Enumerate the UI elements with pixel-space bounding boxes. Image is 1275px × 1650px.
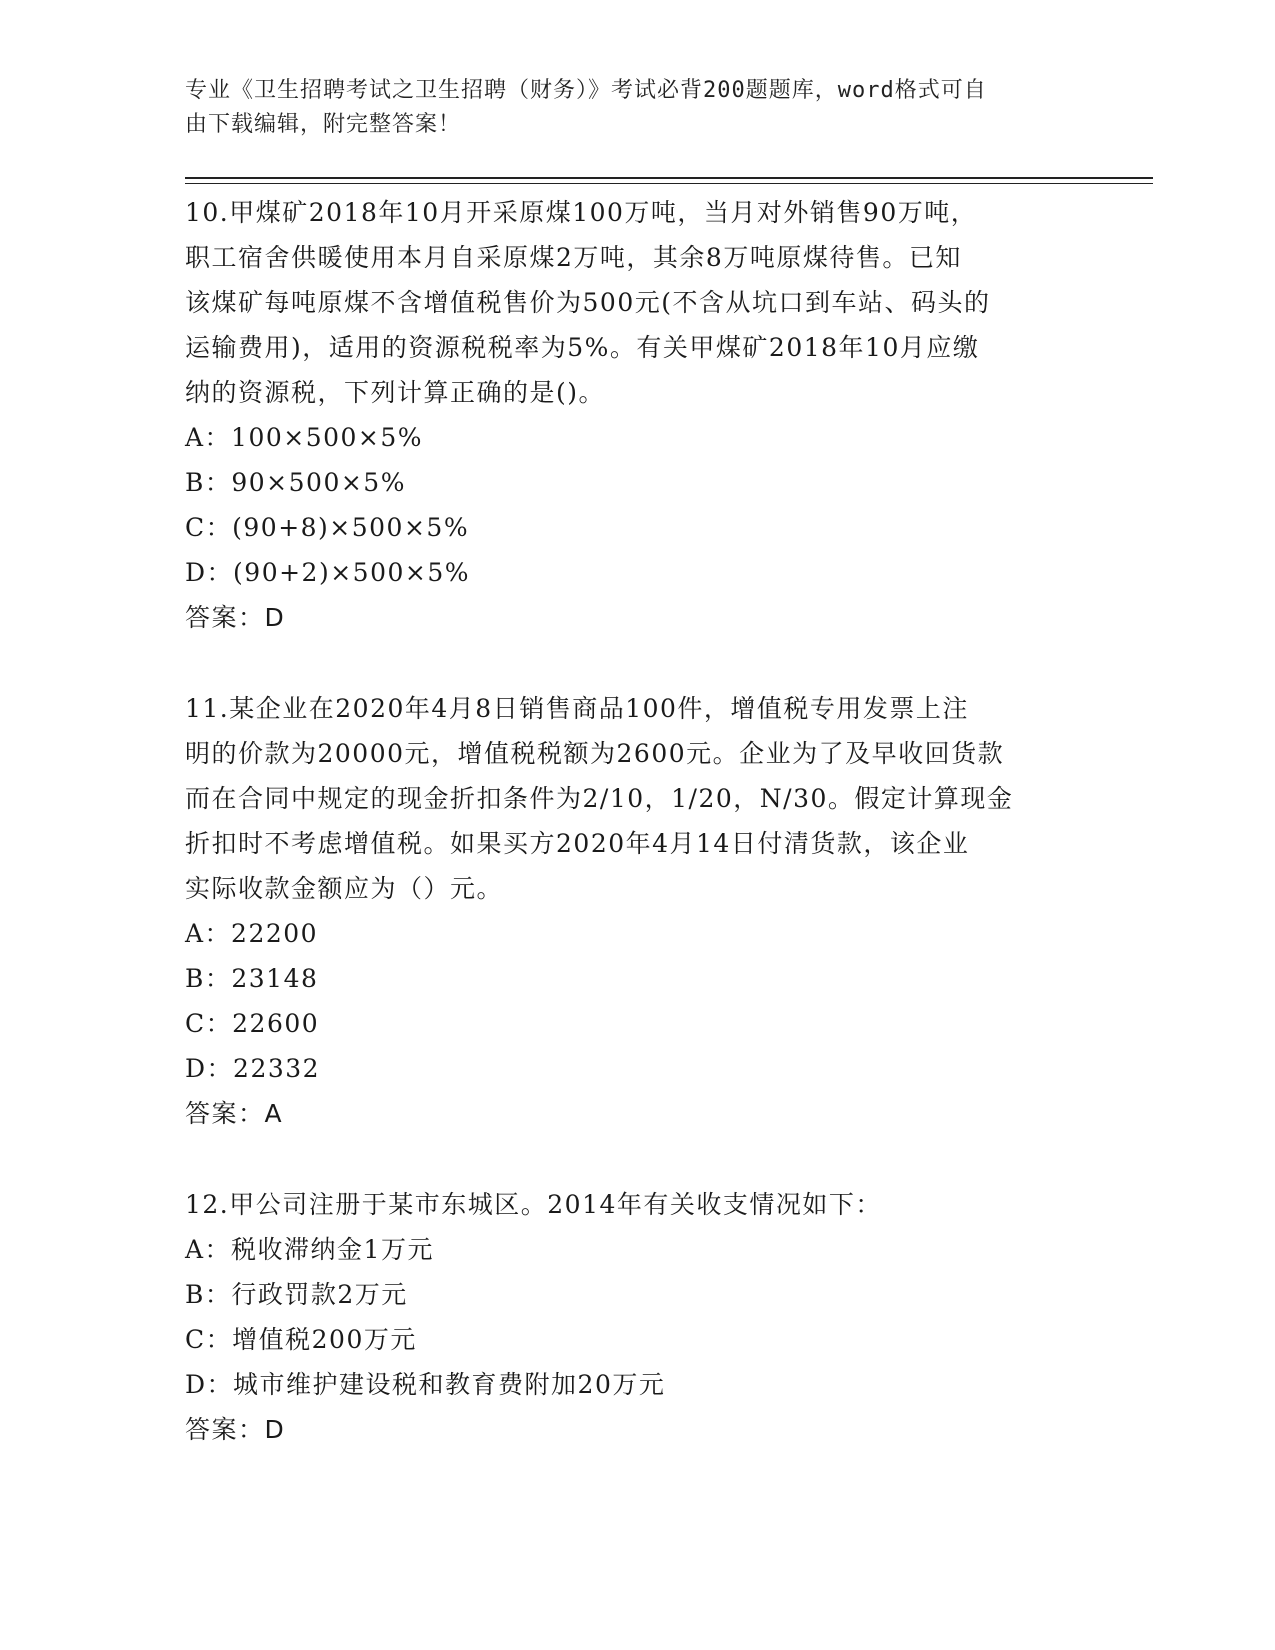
question-stem-line: 10.甲煤矿2018年10月开采原煤100万吨，当月对外销售90万吨， [185,198,978,227]
question-stem-line: 纳的资源税，下列计算正确的是()。 [185,378,606,407]
option-a: A：22200 [185,919,319,948]
question-stem-line: 明的价款为20000元，增值税税额为2600元。企业为了及早收回货款 [185,739,1005,768]
document-header [185,74,1065,142]
question-stem-line: 实际收款金额应为（）元。 [185,874,504,903]
answer-label: 答案：D [185,1415,286,1444]
option-a: A：100×500×5% [185,423,424,452]
option-d: D：22332 [185,1054,321,1083]
header-divider-thick [185,177,1153,179]
option-c: C：22600 [185,1009,320,1038]
option-c: C：(90+8)×500×5% [185,513,470,542]
option-b: B：90×500×5% [185,468,406,497]
answer-label: 答案：A [185,1099,284,1128]
option-d: D：(90+2)×500×5% [185,558,470,587]
option-a: A：税收滞纳金1万元 [185,1235,434,1264]
question-11 [185,686,1085,1136]
question-list [185,190,1085,1498]
question-10 [185,190,1085,640]
header-line-1: 专业《卫生招聘考试之卫生招聘（财务）》考试必背200题题库，word格式可自 [185,78,987,103]
header-line-2: 由下载编辑，附完整答案！ [185,112,462,137]
question-stem-line: 11.某企业在2020年4月8日销售商品100件，增值税专用发票上注 [185,694,969,723]
question-stem-line: 折扣时不考虑增值税。如果买方2020年4月14日付清货款，该企业 [185,829,970,858]
question-stem-line: 运输费用)，适用的资源税税率为5%。有关甲煤矿2018年10月应缴 [185,333,980,362]
option-c: C：增值税200万元 [185,1325,417,1354]
question-12 [185,1182,1085,1452]
answer-label: 答案：D [185,603,286,632]
question-stem-line: 职工宿舍供暖使用本月自采原煤2万吨，其余8万吨原煤待售。已知 [185,243,962,272]
question-stem-line: 该煤矿每吨原煤不含增值税售价为500元(不含从坑口到车站、码头的 [185,288,991,317]
header-divider-thin [185,183,1153,184]
option-b: B：23148 [185,964,319,993]
question-stem-line: 12.甲公司注册于某市东城区。2014年有关收支情况如下： [185,1190,882,1219]
option-d: D：城市维护建设税和教育费附加20万元 [185,1370,666,1399]
question-stem-line: 而在合同中规定的现金折扣条件为2/10，1/20，N/30。假定计算现金 [185,784,1014,813]
option-b: B：行政罚款2万元 [185,1280,408,1309]
